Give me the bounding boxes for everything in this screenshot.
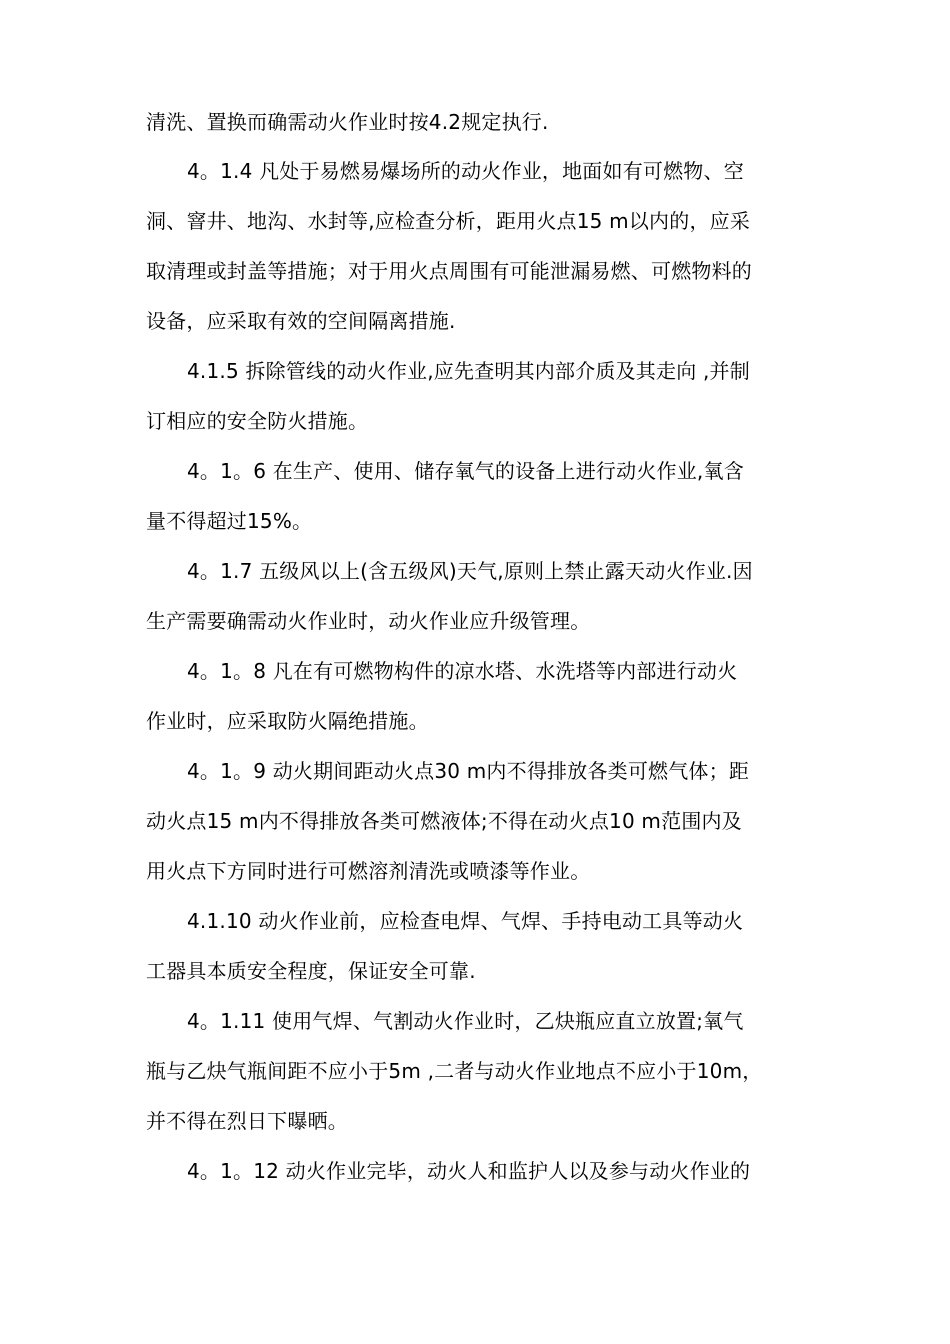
clause-4-1-7-line-2: 生产需要确需动火作业时，动火作业应升级管理。 [146, 609, 591, 633]
clause-4-1-5-line-2: 订相应的安全防火措施。 [146, 409, 369, 433]
clause-4-1-9-line-1: 4。1。9 动火期间距动火点30 m内不得排放各类可燃气体；距 [187, 759, 750, 783]
clause-4-1-9-line-3: 用火点下方同时进行可燃溶剂清洗或喷漆等作业。 [146, 859, 591, 883]
clause-4-1-11-line-1: 4。1.11 使用气焊、气割动火作业时，乙炔瓶应直立放置;氧气 [187, 1009, 744, 1033]
clause-4-1-6-line-1: 4。1。6 在生产、使用、储存氧气的设备上进行动火作业,氧含 [187, 459, 744, 483]
clause-4-1-9-line-2: 动火点15 m内不得排放各类可燃液体;不得在动火点10 m范围内及 [146, 809, 742, 833]
clause-4-1-5-line-1: 4.1.5 拆除管线的动火作业,应先查明其内部介质及其走向 ,并制 [187, 359, 750, 383]
clause-4-1-7-line-1: 4。1.7 五级风以上(含五级风)天气,原则上禁止露天动火作业.因 [187, 559, 753, 583]
clause-4-1-6-line-2: 量不得超过15%。 [146, 509, 313, 533]
clause-4-1-4-line-2: 洞、窨井、地沟、水封等,应检查分析，距用火点15 m以内的，应采 [146, 209, 751, 233]
clause-4-1-8-line-2: 作业时，应采取防火隔绝措施。 [146, 709, 429, 733]
text-line-continuation: 清洗、置换而确需动火作业时按4.2规定执行. [146, 110, 549, 134]
clause-4-1-4-line-1: 4。1.4 凡处于易燃易爆场所的动火作业，地面如有可燃物、空 [187, 159, 744, 183]
clause-4-1-10-line-1: 4.1.10 动火作业前，应检查电焊、气焊、手持电动工具等动火 [187, 909, 744, 933]
clause-4-1-11-line-2: 瓶与乙炔气瓶间距不应小于5m ,二者与动火作业地点不应小于10m， [146, 1059, 763, 1083]
clause-4-1-8-line-1: 4。1。8 凡在有可燃物构件的凉水塔、水洗塔等内部进行动火 [187, 659, 738, 683]
clause-4-1-11-line-3: 并不得在烈日下曝晒。 [146, 1109, 348, 1133]
clause-4-1-4-line-3: 取清理或封盖等措施；对于用火点周围有可能泄漏易燃、可燃物料的 [146, 259, 752, 283]
clause-4-1-4-line-4: 设备，应采取有效的空间隔离措施. [146, 309, 456, 333]
clause-4-1-12-line-1: 4。1。12 动火作业完毕，动火人和监护人以及参与动火作业的 [187, 1159, 751, 1183]
clause-4-1-10-line-2: 工器具本质安全程度，保证安全可靠. [146, 959, 476, 983]
